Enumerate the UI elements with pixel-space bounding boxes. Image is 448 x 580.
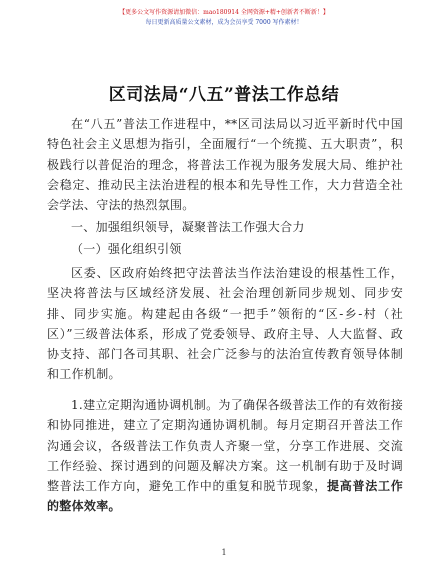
point-1-block bbox=[47, 395, 403, 517]
subsection-1-heading-block bbox=[47, 239, 403, 259]
subsection-1-paragraph: 区委、区政府始终把守法普法当作法治建设的根基性工作，坚决将普法与区域经济发展、社会治理创新同步规划、同步安排、同步实施。构建起由各级“一把手”领衔的“区-乡-村（社区）”三级普法体系，形成了党委领导、政府主导、人大监督、政协支持、部门各司其职、社会广泛参与的法治宣传教育领导体制和工作机制。 bbox=[47, 266, 403, 382]
page-number: 1 bbox=[221, 548, 227, 557]
promo-banner-line-2: 每日更新高质量公文素材，成为会员享受 7000 写作素材！ bbox=[145, 19, 303, 26]
subsection-1-paragraph-block bbox=[47, 263, 403, 385]
point-1-number: 1. bbox=[71, 398, 84, 412]
point-1-emphasis: 提高普法工作的整体效率。 bbox=[47, 479, 403, 514]
intro-paragraph-block bbox=[47, 114, 403, 215]
section-1-heading-block bbox=[47, 217, 403, 237]
document-title: 区司法局“八五”普法工作总结 bbox=[108, 85, 340, 105]
point-1-paragraph bbox=[47, 395, 403, 517]
promo-banner-line-1: 【更多公文写作资源请加微信：mao180914 全网资源+精+创新者不断新！】 bbox=[119, 9, 329, 16]
point-1-text: 建立定期沟通协调机制。为了确保各级普法工作的有效衔接和协同推进，建立了定期沟通协调机制。每月定期召开普法工作沟通会议，各级普法工作负责人齐聚一堂，分享工作进展、交流工作经验、探讨遇到的问题及解决方案。这一机制有助于及时调整普法工作方向，避免工作中的重复和脱节现象， bbox=[47, 398, 403, 494]
subsection-1-heading: （一）强化组织引领 bbox=[71, 242, 182, 256]
section-1-heading: 一、加强组织领导，凝聚普法工作强大合力 bbox=[71, 220, 305, 234]
intro-paragraph: 在“八五”普法工作进程中，**区司法局以习近平新时代中国特色社会主义思想为指引，全面履行“一个统揽、五大职责”，积极践行以普促治的理念，将普法工作视为服务发展大局、维护社会稳定、推动民主法治进程的根本和先导性工作，大力营造全社会学法、守法的热烈氛围。 bbox=[47, 117, 403, 213]
